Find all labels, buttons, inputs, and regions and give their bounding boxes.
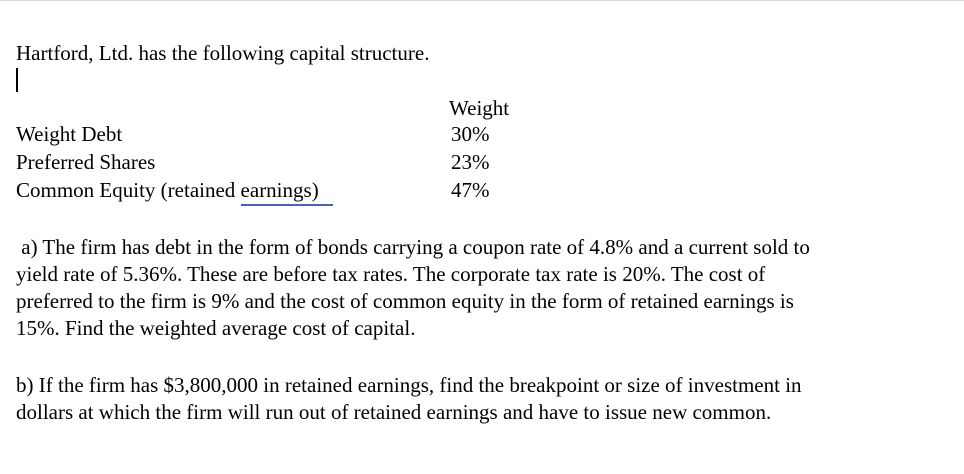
intro-text: Hartford, Ltd. has the following capital structure. xyxy=(16,41,430,65)
part-a-line: preferred to the firm is 9% and the cost of common equity in the form of retained earnings is xyxy=(16,289,794,313)
part-b-line: dollars at which the firm will run out of retained earnings and have to issue new common. xyxy=(16,400,772,424)
row-value-debt: 30% xyxy=(451,122,490,146)
text-cursor xyxy=(16,68,18,92)
row-label-preferred: Preferred Shares xyxy=(16,150,156,174)
part-a-line: a) The firm has debt in the form of bonds carrying a coupon rate of 4.8% and a current sold to xyxy=(16,235,810,259)
table-header-weight: Weight xyxy=(449,96,510,120)
row-value-preferred: 23% xyxy=(451,150,490,174)
part-a-line: 15%. Find the weighted average cost of capital. xyxy=(16,316,416,340)
page-top-rule xyxy=(0,0,964,1)
part-a-line: yield rate of 5.36%. These are before tax rates. The corporate tax rate is 20%. The cost of xyxy=(16,262,766,286)
row-label-common-prefix: Common Equity (retained xyxy=(16,178,241,202)
spellcheck-underlined-word: earnings) xyxy=(240,178,319,202)
row-label-common-equity xyxy=(16,177,319,203)
part-b-line: b) If the firm has $3,800,000 in retained earnings, find the breakpoint or size of investment in xyxy=(16,373,802,397)
row-value-common-equity: 47% xyxy=(451,178,490,202)
row-label-debt: Weight Debt xyxy=(16,122,123,146)
